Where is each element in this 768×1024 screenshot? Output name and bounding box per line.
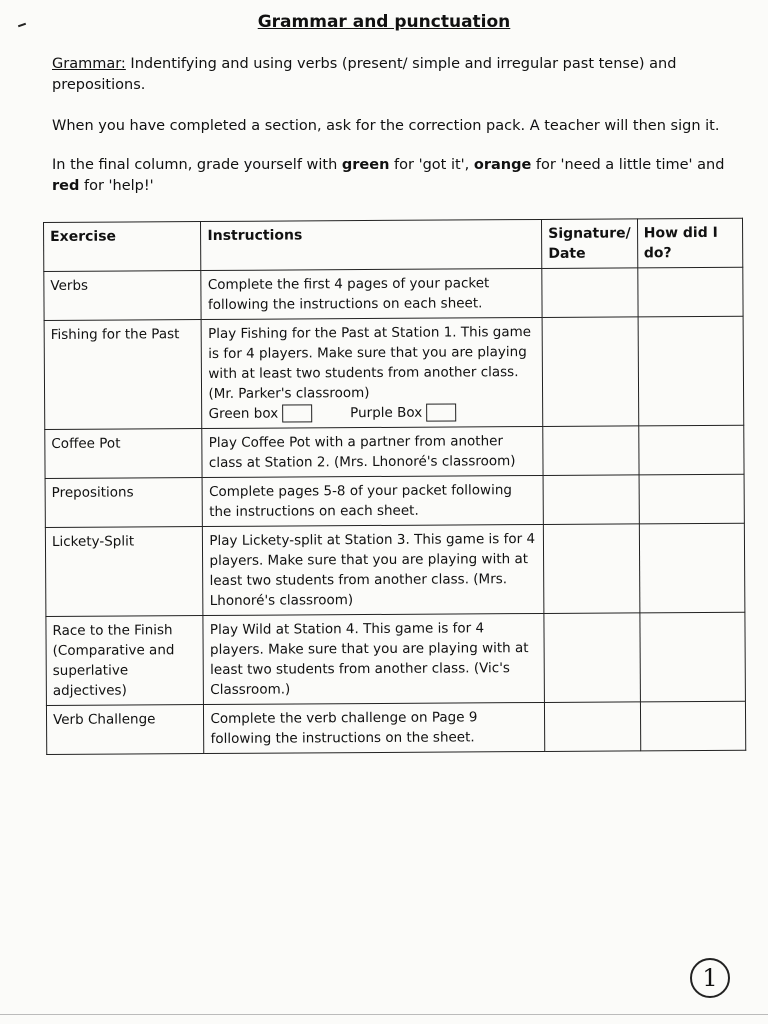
grade-cell[interactable] [639, 523, 745, 613]
instructions-cell: Complete pages 5-8 of your packet following the instructions on each sheet. [202, 475, 543, 526]
exercise-cell: Coffee Pot [45, 429, 203, 479]
grade-red: red [52, 178, 80, 194]
signature-cell[interactable] [543, 475, 639, 525]
page-number: 1 [690, 958, 730, 998]
table-row [45, 523, 745, 616]
signature-cell[interactable] [545, 702, 641, 752]
instructions-cell [202, 317, 543, 428]
table-row [44, 316, 744, 429]
grade-cell[interactable] [640, 701, 746, 751]
header-instructions: Instructions [201, 219, 542, 270]
table-row [46, 612, 746, 705]
grade-cell[interactable] [638, 316, 744, 426]
grading-text-1: In the final column, grade yourself with [52, 157, 342, 173]
purple-box-checkbox[interactable] [426, 403, 456, 421]
box-choices [209, 402, 537, 424]
exercise-cell: Lickety-Split [45, 527, 203, 617]
grade-cell[interactable] [637, 267, 743, 317]
table-row [45, 474, 744, 527]
exercise-table [43, 218, 746, 755]
exercise-cell: Prepositions [45, 478, 203, 528]
instructions-cell: Complete the verb challenge on Page 9 following the instructions on the sheet. [204, 702, 545, 753]
header-signature: Signature/ Date [542, 219, 638, 269]
purple-box-option [350, 402, 456, 423]
grammar-intro [52, 54, 732, 96]
green-box-option [209, 403, 313, 424]
signature-cell[interactable] [542, 317, 638, 427]
grading-text-2: for 'got it', [389, 157, 474, 173]
instructions-text: Play Fishing for the Past at Station 1. This game is for 4 players. Make sure that you are playing with at least two students from another class. (Mr. Parker's classroom) [208, 324, 532, 402]
instructions-cell: Play Lickety-split at Station 3. This game is for 4 players. Make sure that you are playing with at least two students from another class. (Mrs. Lhonoré's classroom) [203, 524, 544, 615]
header-exercise: Exercise [44, 222, 202, 272]
purple-box-label: Purple Box [350, 404, 423, 422]
table-row [45, 425, 744, 478]
header-how-did-i-do: How did I do? [637, 218, 743, 268]
grade-green: green [341, 157, 390, 173]
exercise-cell: Race to the Finish (Comparative and superlative adjectives) [46, 616, 204, 706]
table-row [46, 701, 745, 754]
correction-instructions: When you have completed a section, ask for the correction pack. A teacher will then sign it. [52, 118, 720, 134]
grade-orange: orange [473, 157, 532, 173]
signature-cell[interactable] [543, 524, 639, 614]
green-box-label: Green box [208, 405, 279, 422]
grammar-label: Grammar: [52, 56, 126, 72]
green-box-checkbox[interactable] [282, 404, 312, 422]
grammar-text: Indentifying and using verbs (present/ simple and irregular past tense) and prepositions. [52, 56, 677, 93]
instructions-cell: Complete the first 4 pages of your packet following the instructions on each sheet. [201, 268, 542, 319]
signature-cell[interactable] [544, 613, 640, 703]
instructions-cell: Play Wild at Station 4. This game is for 4 players. Make sure that you are playing with at least two students from another class. (Vic's Classroom.) [203, 613, 544, 704]
signature-cell[interactable] [543, 426, 639, 476]
signature-cell[interactable] [542, 268, 638, 318]
grade-cell[interactable] [638, 425, 744, 475]
table-header-row [44, 218, 743, 271]
grading-text-3: for 'need a little time' and [531, 157, 725, 173]
page-title: Grammar and punctuation [257, 12, 511, 32]
exercise-cell: Verb Challenge [46, 705, 204, 755]
page-edge-line [0, 1014, 768, 1015]
grading-instructions [52, 155, 742, 197]
exercise-cell: Verbs [44, 271, 202, 321]
grade-cell[interactable] [639, 474, 745, 524]
table-row [44, 267, 743, 320]
grading-text-4: for 'help!' [79, 178, 154, 194]
exercise-cell: Fishing for the Past [44, 320, 202, 430]
instructions-cell: Play Coffee Pot with a partner from another class at Station 2. (Mrs. Lhonoré's classroom) [202, 426, 543, 477]
grade-cell[interactable] [640, 612, 746, 702]
